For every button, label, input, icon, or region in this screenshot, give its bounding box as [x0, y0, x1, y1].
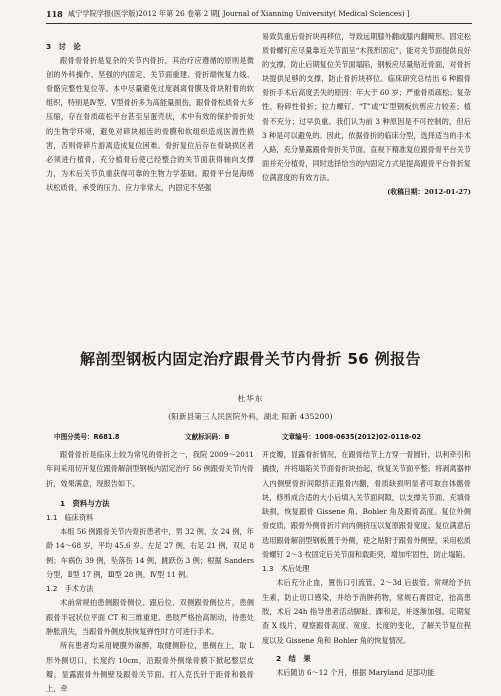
clc-number: 中图分类号：R681.8 — [54, 433, 120, 441]
subsection-heading-postop: 1.3 术后处理 — [262, 564, 310, 574]
page-number: 118 — [46, 9, 63, 19]
article-author: 杜华东 — [237, 394, 264, 403]
postop-paragraph: 术后充分止血，置伤口引流管，2～3d 后拔管。常规给予抗生素，防止切口感染，并给予消肿药物，常规石膏固定，抬高患肢，术后 24h 指导患者活动脚趾、踝和足，并逐渐加强。定期复查 X 线片，观察跟骨高度、宽度、长度的变化，了解关节复位程度以及 Gissene 角和 Bohler 角的恢复情况。 — [262, 578, 471, 645]
results-paragraph: 术后随访 6～12 个月，根据 Maryland 足部功能 — [276, 668, 435, 678]
section-heading-results: 2 结 果 — [276, 653, 311, 663]
clinical-data-paragraph: 本组 56 例跟骨关节内骨折患者中，男 32 例，女 24 例，年龄 14～68 岁，平均 45.6 岁。左足 27 例，右足 21 例，双足 8 例；车祸伤 39 例，坠落伤 14 例，跳跃伤 3 例；根据 Sanders 分型，Ⅱ型 17 例，Ⅲ型 28 例，Ⅳ型 11 例。 — [46, 527, 254, 579]
subsection-heading-clinical-data: 1.1 临床资料 — [46, 512, 94, 522]
article-title: 解剖型钢板内固定治疗跟骨关节内骨折 56 例报告 — [80, 350, 421, 368]
discussion-paragraph: 跟骨骨骨折是复杂的关节内骨折，其治疗应遵循的原则是微创的外科操作、坚强的内固定、关节面重建、骨折端恢复力线、骨骼完整性复位等。本中尽量避免过度剥离骨膜及骨块附着的软组织，特别是Ⅳ型、Ⅴ型骨折多为高能量损伤，跟骨骨松质骨大多压缩，存在骨质疏松平台甚至呈蛋壳状，术中有效的保护骨折处的生物学环境，避免对碎块相连的骨膜和软组织造成医源性损害，否则骨碎片游离造成复位困难。骨折复位后存在骨缺损区者必须进行植骨，充分植骨后使已经整合的关节面获得轴向支撑力，为术后关节负重获得可靠的生物力学基础。跟骨平台是海绵状松质骨，承受的压力、应力非常大，内固定不坚强 — [46, 56, 254, 192]
received-date: (收稿日期：2012-01-27) — [387, 188, 471, 197]
section-heading-discussion: 3 讨 论 — [46, 42, 81, 51]
running-head: 咸宁学院学报(医学版)2012 年第 26 卷第 2 期[ Journal of Xianning University( Medical Sciences) ] — [68, 9, 410, 18]
intro-paragraph: 跟骨骨折是临床上较为常见的骨折之一，我院 2009～2011 年间采用切开复位跟骨解剖型钢板内固定治疗 56 例跟骨关节内骨折，效果满意，现报告如下。 — [46, 450, 254, 488]
prev-article-left-column — [46, 40, 254, 195]
subsection-heading-surgery: 1.2 手术方法 — [46, 584, 94, 594]
article-left-column — [46, 448, 254, 696]
document-code: 文献标识码：B — [185, 433, 230, 441]
prev-article-right-column — [262, 30, 471, 199]
surgery-paragraph-2: 所有患者均采用硬膜外麻醉，取健侧卧位，患侧在上，取 L 形外侧切口，长度约 10cm，沿跟骨外侧缘骨膜下掀起整层皮瓣，显露跟骨外侧壁及跟骨关节面。打入克氏针于距骨和骰骨上，牵 — [46, 641, 254, 694]
section-heading-methods: 1 资料与方法 — [60, 498, 110, 508]
article-right-column — [262, 448, 471, 680]
author-affiliation: (阳新县第三人民医院外科，湖北 阳新 435200) — [168, 412, 333, 421]
header-rule — [46, 23, 472, 24]
article-id: 文章编号：1008-0635(2012)02-0118-02 — [282, 433, 421, 441]
surgery-continuation: 开皮瓣，显露骨折情况，在跟骨结节上方穿一骨圆针，以利牵引和撬拨，并将塌陷关节面骨折块抬起，恢复关节面平整。将剥离器伸入内侧壁骨折间隙挤正跟骨内翻，骨质缺损明显者可取自体髂骨块，修剪成合适的大小后填入关节面间隙，以支撑关节面、充填骨缺损，恢复跟骨 Gissene 角、Bohler 角及跟骨高度。复位外侧骨皮质，跟骨外侧骨折片向内侧挤压以复原跟骨宽度。复位满意后选用跟骨解剖型钢板置于外侧，使之贴附于跟骨外侧壁，采用松质骨螺钉 2～3 枚固定后关节面和载距突，增加牢固性，防止塌陷。 — [262, 450, 471, 560]
discussion-continuation: 易致负重后骨折块再移位，导致远期膝外翻或膝内翻畸形。固定松质骨螺钉应尽量靠近关节面呈“木筏形固定”，能对关节面提供良好的支撑，防止后期复位关节面塌陷，钢板应尽量贴近骨面，对骨折块提供足够的支撑，防止骨折块移位。临床研究总结出 6 种跟骨骨折手术后高度丢失的原因：年大于 60 岁；严重骨质疏松；复杂性、粉碎性骨折；拉力螺钉、“T”或“L”型钢板抗剪应力较差；植骨不充分；过早负重。我们认为前 3 种原因是不可控制的，但后 3 种是可以避免的。因此，依据骨折的临床分型，选择适当的手术入路，充分暴露跟骨骨折关节面，直视下精准复位跟骨骨平台关节面并充分植骨，同时选择恰当的内固定方式是提高跟骨平台骨折复位满意度的有效方法。 — [262, 32, 471, 182]
page-header — [46, 8, 472, 22]
surgery-paragraph-1: 术前常规拍患侧跟骨侧位、跟后位、双侧跟骨侧位片，患侧跟骨半冠状位平面 CT 和三维重建。患肢严格抬高制动，待患处肿胀消失，当跟骨外侧皮肤恢复弹性时方可进行手术。 — [46, 598, 254, 636]
